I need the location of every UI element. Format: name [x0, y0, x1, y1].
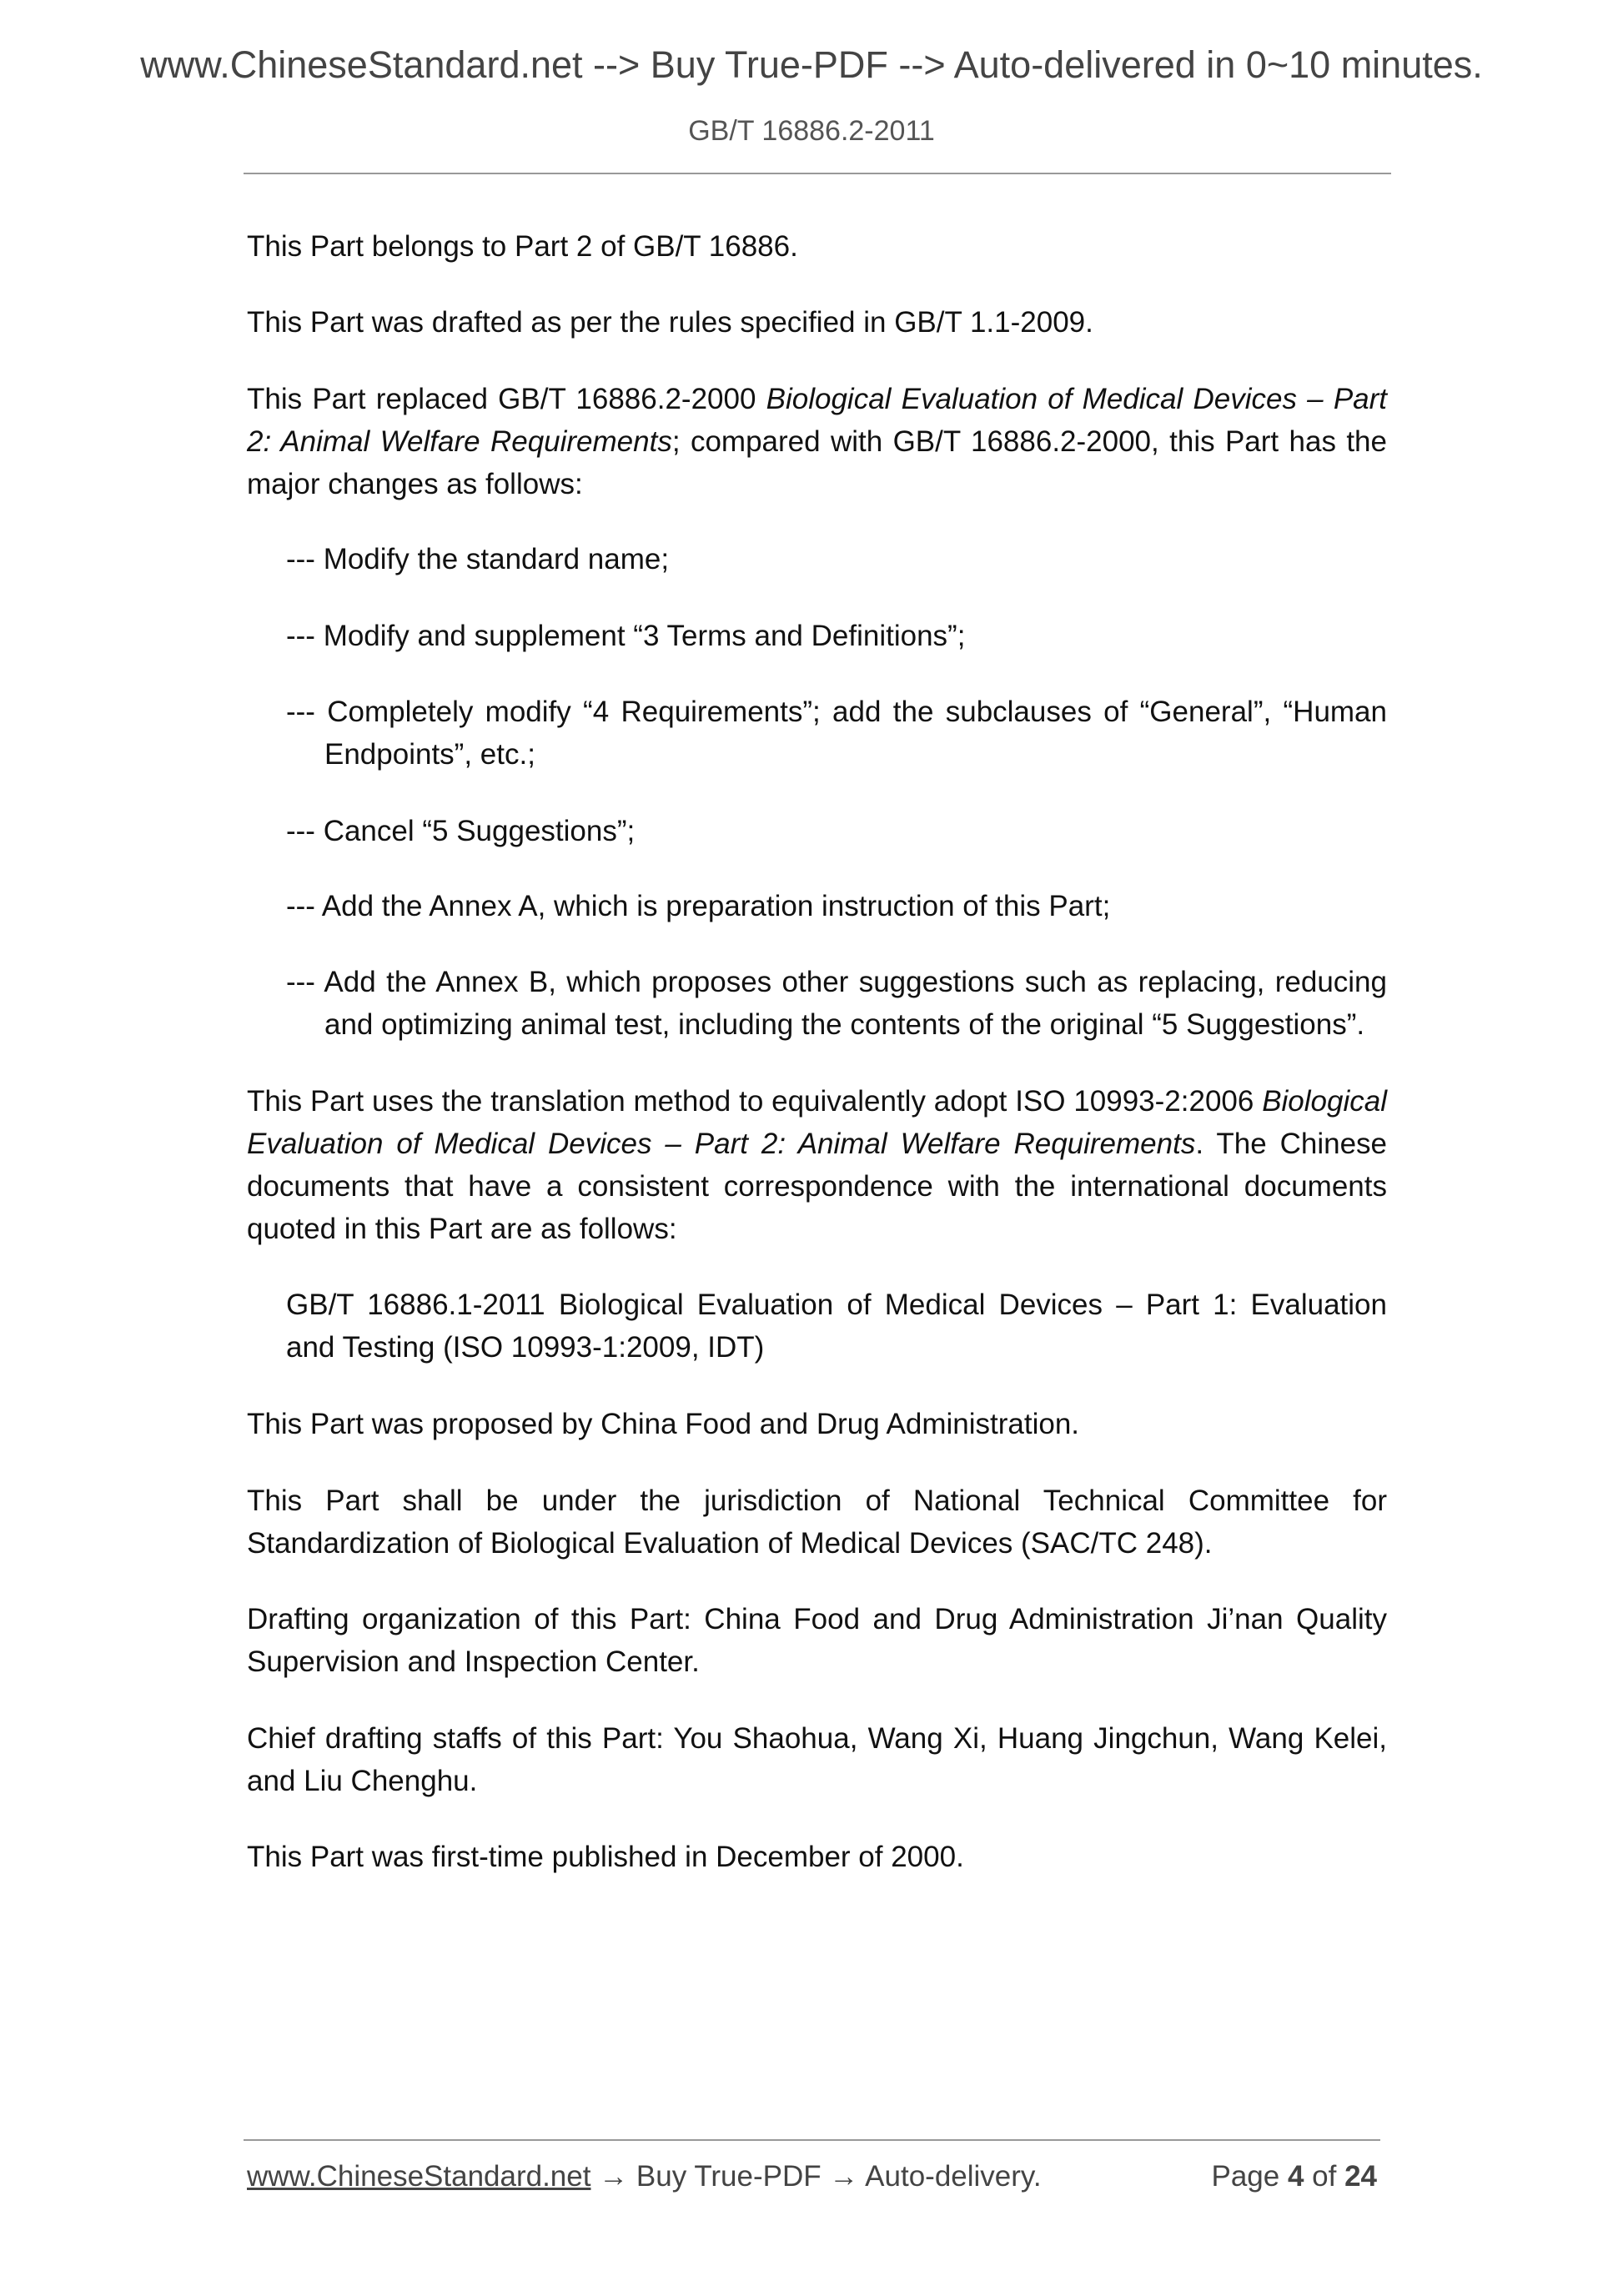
paragraph: This Part was proposed by China Food and Drug Administration. [247, 1408, 1080, 1440]
footer-divider [244, 2139, 1380, 2141]
standard-id: GB/T 16886.2-2011 [688, 115, 935, 147]
banner: www.ChineseStandard.net --> Buy True-PDF --> Auto-delivered in 0~10 minutes. [140, 43, 1483, 86]
list-item: --- Modify the standard name; [286, 543, 670, 575]
paragraph: This Part belongs to Part 2 of GB/T 16886. [247, 230, 798, 263]
title-italic: Biological Evaluation of Medical Devices – Part 2: Animal Welfare Requirements [247, 1085, 1387, 1160]
of-label: of [1304, 2160, 1345, 2193]
text: This Part replaced GB/T 16886.2-2000 [247, 383, 766, 415]
page-number: 4 [1287, 2160, 1304, 2193]
paragraph [247, 1080, 1387, 1250]
text: This Part uses the translation method to equivalently adopt ISO 10993-2:2006 [247, 1085, 1263, 1118]
header-divider [244, 173, 1391, 174]
paragraph: Drafting organization of this Part: China Food and Drug Administration Ji’nan Quality Supervision and Inspection Center. [247, 1603, 1387, 1678]
footer-text: → Buy True-PDF → Auto-delivery. [590, 2160, 1042, 2193]
text: . The Chinese documents that have a consistent correspondence with the international documents quoted in this Part are as follows: [247, 1128, 1387, 1245]
page-label: Page [1211, 2160, 1288, 2193]
title-italic: Biological Evaluation of Medical Devices – Part 2: Animal Welfare Requirements [247, 383, 1388, 458]
paragraph: This Part shall be under the jurisdiction of National Technical Committee for Standardization of Biological Evaluation of Medical Devices (SAC/TC 248). [247, 1485, 1387, 1560]
list-item: --- Add the Annex A, which is preparation instruction of this Part; [286, 890, 1111, 922]
footer [247, 2160, 1377, 2193]
site-link[interactable]: www.ChineseStandard.net [247, 2160, 591, 2193]
paragraph: Chief drafting staffs of this Part: You Shaohua, Wang Xi, Huang Jingchun, Wang Kelei, and Liu Chenghu. [247, 1722, 1387, 1797]
list-item: --- Cancel “5 Suggestions”; [286, 815, 636, 847]
text: ; compared with GB/T 16886.2-2000, this Part has the major changes as follows: [247, 425, 1387, 500]
paragraph [247, 378, 1387, 505]
paragraph: This Part was drafted as per the rules specified in GB/T 1.1-2009. [247, 306, 1093, 339]
list-item: --- Modify and supplement “3 Terms and Definitions”; [286, 620, 966, 652]
reference: GB/T 16886.1-2011 Biological Evaluation of Medical Devices – Part 1: Evaluation and Testing (ISO 10993-1:2009, IDT) [286, 1289, 1387, 1364]
page-total: 24 [1344, 2160, 1377, 2193]
list-item: --- Add the Annex B, which proposes other suggestions such as replacing, reducing and optimizing animal test, including the contents of the original “5 Suggestions”. [286, 966, 1387, 1041]
list-item: --- Completely modify “4 Requirements”; add the subclauses of “General”, “Human Endpoints”, etc.; [286, 696, 1387, 771]
paragraph: This Part was first-time published in December of 2000. [247, 1841, 964, 1873]
page-indicator [1211, 2160, 1377, 2193]
